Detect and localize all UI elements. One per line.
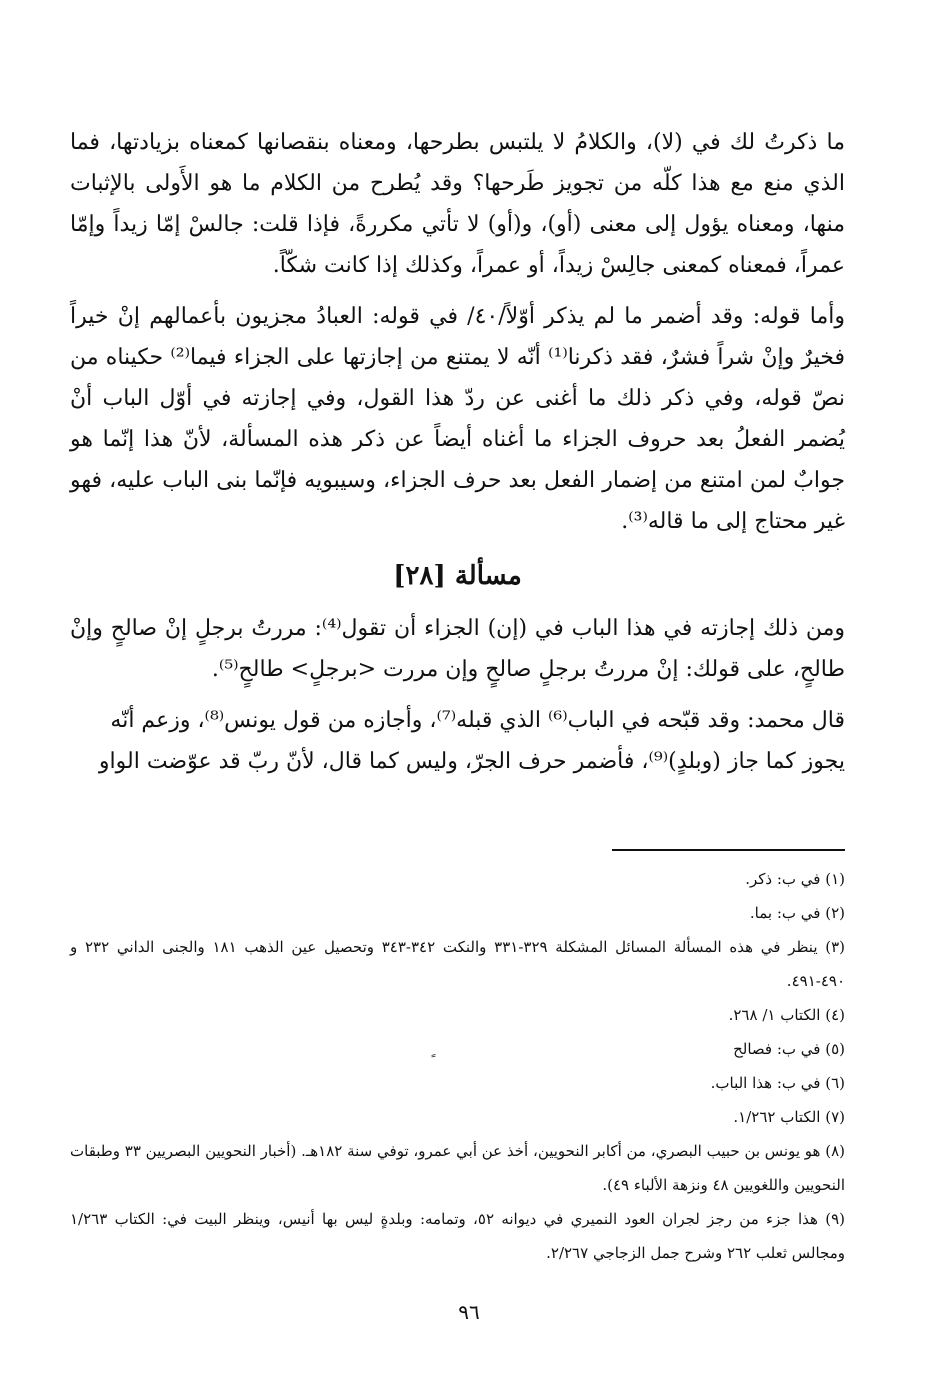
paragraph-1: ما ذكرتُ لك في (لا)، والكلامُ لا يلتبس بطرحها، ومعناه بنقصانها كمعناه بزيادتها، فما الذي منع مع هذا كلّه من تجويز طَرحها؟ وقد يُطرح من الكلام ما هو الأَولى بالإثبات منها، ومعناه يؤول إلى معنى (أو)، و(أو) لا تأتي مكررةً، فإذا قلت: جالسْ إمّا زيداً وإمّا عمراً، فمعناه كمعنى جالِسْ زيداً، أو عمراً، وكذلك إذا كانت شكّاً. [70, 130, 845, 278]
footnote-9: (٩) هذا جزء من رجز لجران العود النميري في ديوانه ٥٢، وتمامه: وبلدةٍ ليس بها أنيس، وينظر البيت في: الكتاب ١/٢٦٣ ومجالس ثعلب ٢٦٢ وشرح جمل الزجاجي ٢/٢٦٧. [70, 1210, 846, 1262]
footnotes [70, 862, 845, 1270]
footnote-8: (٨) هو يونس بن حبيب البصري، من أكابر النحويين، أخذ عن أبي عمرو، توفي سنة ١٨٢هـ. (أخبار النحويين البصريين ٣٣ وطبقات النحويين واللغويين ٤٨ ونزهة الألباء ٤٩). [70, 1142, 846, 1194]
footnote-7: (٧) الكتاب ١/٢٦٢. [733, 1108, 845, 1126]
main-text [70, 122, 845, 792]
section-heading: مسألة [٢٨] [393, 561, 522, 591]
footnote-1: (١) في ب: ذكر. [745, 870, 845, 888]
footnote-2: (٢) في ب: بما. [749, 904, 845, 922]
footnote-6: (٦) في ب: هذا الباب. [710, 1074, 845, 1092]
footnote-divider [612, 849, 845, 851]
page-number: ٩٦ [458, 1300, 480, 1324]
footnote-3: (٣) ينظر في هذه المسألة المسائل المشكلة ٣٢٩-٣٣١ والنكت ٣٤٢-٣٤٣ وتحصيل عين الذهب ١٨١ والجنى الداني ٢٣٢ و ٤٩٠-٤٩١. [70, 938, 845, 990]
paragraph-4: قال محمد: وقد قبّحه في الباب⁽⁶⁾ الذي قبله⁽⁷⁾، وأجازه من قول يونس⁽⁸⁾، وزعم أنّه يجوز كما جاز (وبلدٍ)⁽⁹⁾، فأضمر حرف الجرّ، وليس كما قال، لأنّ ربّ قد عوّضت الواو [98, 708, 845, 774]
paragraph-2: وأما قوله: وقد أضمر ما لم يذكر أوّلاً/٤٠/ في قوله: العبادُ مجزيون بأعمالهم إنْ خيراً فخيرٌ وإنْ شراً فشرٌ، فقد ذكرنا⁽¹⁾ أنّه لا يمتنع من إجازتها على الجزاء فيما⁽²⁾ حكيناه من نصّ قوله، وفي ذكر ذلك ما أغنى عن ردّ هذا القول، وفي إجازته في أوّل الباب أنْ يُضمر الفعلُ بعد حروف الجزاء ما أغناه أيضاً عن ذكر هذه المسألة، لأنّ هذا إنّما هو جوابٌ لمن امتنع من إضمار الفعل بعد حرف الجزاء، وسيبويه فإنّما بنى الباب عليه، فهو غير محتاج إلى ما قاله⁽³⁾. [70, 304, 845, 534]
footnote-5: (٥) في ب: فصالح [733, 1040, 845, 1058]
footnote-4: (٤) الكتاب ١/ ٢٦٨. [728, 1006, 845, 1024]
paragraph-3: ومن ذلك إجازته في هذا الباب في (إن) الجزاء أن تقول⁽⁴⁾: مررتُ برجلٍ إنْ صالحٍ وإنْ طالحٍ، على قولك: إنْ مررتُ برجلٍ صالحٍ وإن مررت <برجلٍ> طالحٍ⁽⁵⁾. [70, 616, 846, 682]
